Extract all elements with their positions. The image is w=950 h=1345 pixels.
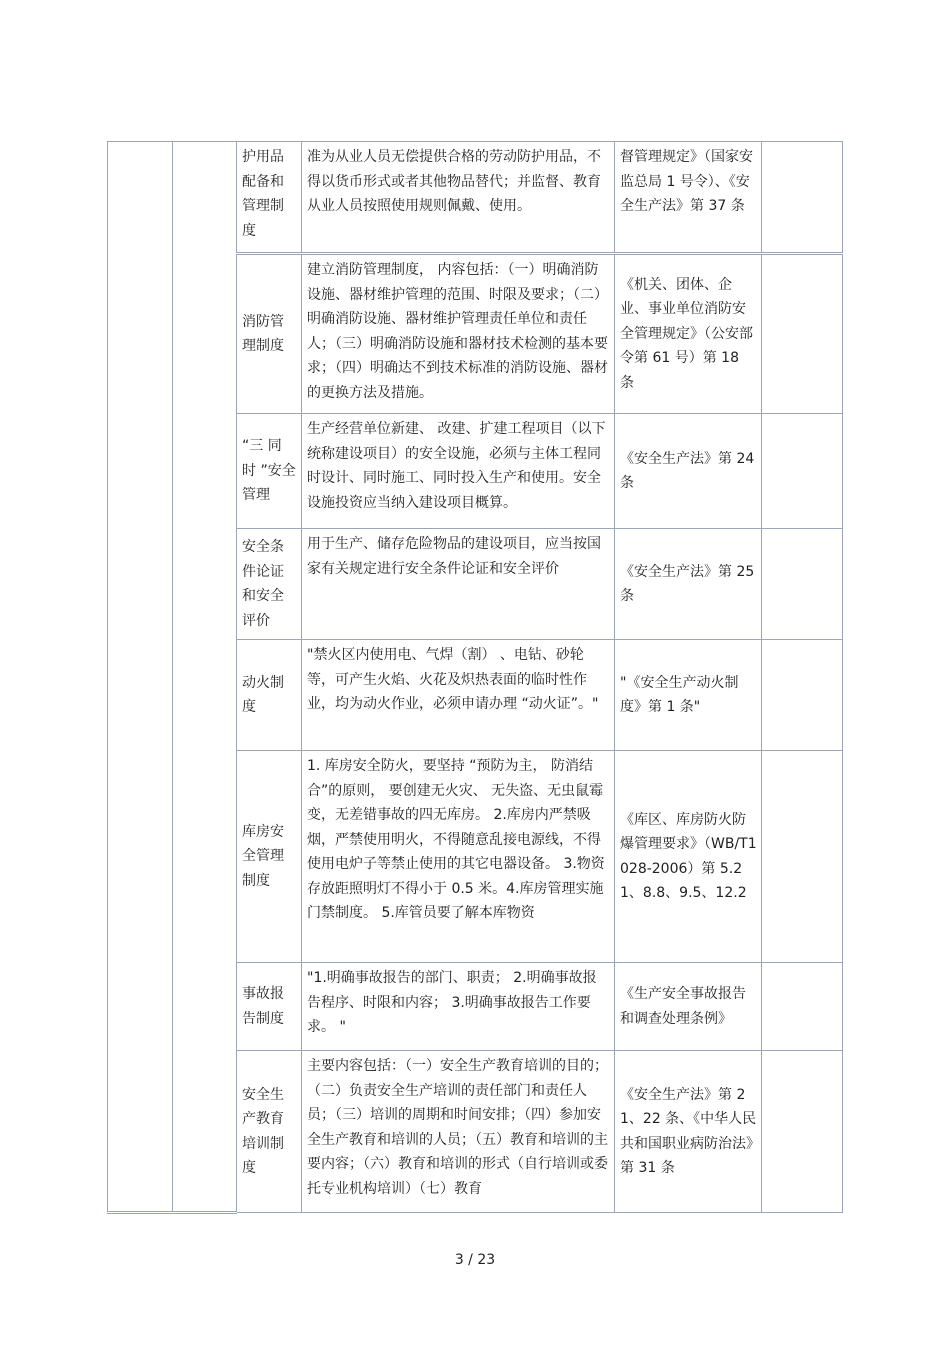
- reference-cell: 《生产安全事故报告和调查处理条例》: [615, 963, 762, 1051]
- reference-cell: 《库区、库房防火防爆管理要求》（WB/T1028-2006）第 5.21、8.8、9.5、12.2: [615, 751, 762, 963]
- page-number: 3 / 23: [454, 1252, 496, 1268]
- remark-cell: [762, 640, 843, 751]
- remark-cell: [762, 254, 843, 414]
- system-name-cell: 安全生产教育培训制度: [237, 1051, 302, 1213]
- content-cell: 用于生产、储存危险物品的建设项目，应当按国家有关规定进行安全条件论证和安全评价: [302, 529, 615, 640]
- regulation-table: [107, 141, 843, 1214]
- content-cell: 准为从业人员无偿提供合格的劳动防护用品，不得以货币形式或者其他物品替代；并监督、教育从业人员按照使用规则佩戴、使用。: [302, 142, 615, 254]
- system-name-cell: 安全条件论证和安全评价: [237, 529, 302, 640]
- system-name-cell: 动火制度: [237, 640, 302, 751]
- reference-cell: 督管理规定》（国家安监总局 1 号令）、《安全生产法》第 37 条: [615, 142, 762, 254]
- remark-cell: [762, 142, 843, 254]
- remark-cell: [762, 963, 843, 1051]
- subcategory-cell: [173, 142, 237, 1213]
- system-name-cell: 护用品配备和管理制度: [237, 142, 302, 254]
- reference-cell: 《安全生产法》第 24 条: [615, 414, 762, 529]
- reference-cell: 《机关、团体、企业、事业单位消防安全管理规定》（公安部令第 61 号）第 18 条: [615, 254, 762, 414]
- content-cell: "1.明确事故报告的部门、职责； 2.明确事故报告程序、时限和内容； 3.明确事故报告工作要求。 ": [302, 963, 615, 1051]
- content-cell: 1. 库房安全防火，要坚持 “预防为主， 防消结合”的原则， 要创建无火灾、 无失盗、无虫鼠霉变，无差错事故的四无库房。 2.库房内严禁吸烟，严禁使用明火，不得随意乱接电源线，不得使用电炉子等禁止使用的其它电器设备。 3.物资存放距照明灯不得小于 0.5 米。4.库房管理实施门禁制度。 5.库管员要了解本库物资: [302, 751, 615, 963]
- reference-cell: 《安全生产法》第 21、22 条、《中华人民共和国职业病防治法》第 31 条: [615, 1051, 762, 1213]
- reference-cell: "《安全生产动火制度》第 1 条": [615, 640, 762, 751]
- content-cell: "禁火区内使用电、气焊（割） 、电钻、砂轮等，可产生火焰、火花及炽热表面的临时性作业，均为动火作业，必须申请办理 “动火证”。": [302, 640, 615, 751]
- remark-cell: [762, 529, 843, 640]
- content-cell: 生产经营单位新建、 改建、扩建工程项目（以下统称建设项目）的安全设施，必须与主体工程同时设计、同时施工、同时投入生产和使用。安全设施投资应当纳入建设项目概算。: [302, 414, 615, 529]
- remark-cell: [762, 751, 843, 963]
- category-cell: [108, 142, 173, 1213]
- remark-cell: [762, 414, 843, 529]
- system-name-cell: 事故报告制度: [237, 963, 302, 1051]
- system-name-cell: 库房安全管理制度: [237, 751, 302, 963]
- system-name-cell: 消防管理制度: [237, 254, 302, 414]
- table-row: [108, 142, 843, 254]
- content-cell: 主要内容包括：（一）安全生产教育培训的目的；（二）负责安全生产培训的责任部门和责任人员；（三）培训的周期和时间安排；（四）参加安全生产教育和培训的人员；（五）教育和培训的主要内容；（六）教育和培训的形式（自行培训或委托专业机构培训）（七）教育: [302, 1051, 615, 1213]
- reference-cell: 《安全生产法》第 25 条: [615, 529, 762, 640]
- remark-cell: [762, 1051, 843, 1213]
- content-cell: 建立消防管理制度， 内容包括：（一）明确消防设施、器材维护管理的范围、时限及要求；（二）明确消防设施、器材维护管理责任单位和责任人；（三）明确消防设施和器材技术检测的基本要求；（四）明确达不到技术标准的消防设施、器材的更换方法及措施。: [302, 254, 615, 414]
- system-name-cell: “三 同 时 ”安全管理: [237, 414, 302, 529]
